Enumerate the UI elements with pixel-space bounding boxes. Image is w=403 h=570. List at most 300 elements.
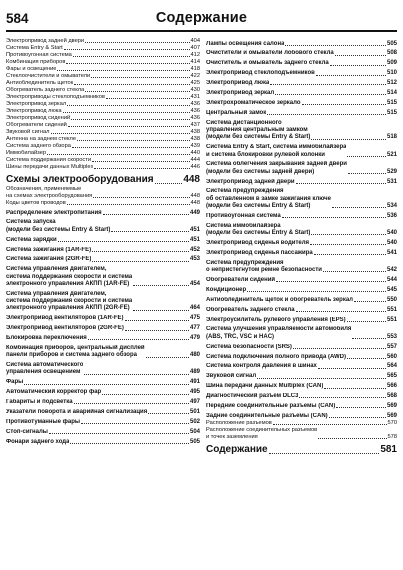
toc-entry-title <box>6 210 102 217</box>
toc-page-number: 545 <box>386 286 397 293</box>
toc-dot-leader <box>74 403 189 404</box>
toc-entry-title <box>6 237 57 244</box>
toc-entry-title-line: Фонари заднего хода <box>6 438 70 445</box>
toc-entry-title-line: Система улучшения управляемости автомобиля <box>206 326 352 333</box>
toc-entry-title <box>206 188 331 210</box>
toc-page-number: 512 <box>386 80 397 87</box>
toc-page-number: 439 <box>190 143 200 149</box>
toc-entry <box>206 70 397 77</box>
toc-entry <box>6 174 200 186</box>
toc-page-number: 436 <box>190 108 200 114</box>
toc-entry-title <box>206 297 353 304</box>
toc-entry-title-line: Электропривод сиденья пассажира <box>206 249 313 256</box>
toc-entry-title-line: Система поддержания скорости <box>6 157 92 163</box>
toc-entry <box>206 50 397 57</box>
toc-page-number: 505 <box>386 40 397 47</box>
toc-dot-leader <box>293 348 386 349</box>
toc-dot-leader <box>66 63 189 64</box>
toc-entry-title-line: Содержание <box>206 444 268 456</box>
toc-entry <box>6 335 200 342</box>
toc-dot-leader <box>84 374 189 375</box>
toc-entry-title-line: Центральный замок <box>206 109 267 116</box>
toc-entry-title-line: Электрохроматическое зеркало <box>206 99 301 106</box>
toc-entry <box>6 45 200 52</box>
toc-dot-leader <box>311 234 386 235</box>
toc-dot-leader <box>85 91 189 92</box>
toc-dot-leader <box>302 104 386 105</box>
toc-dot-leader <box>270 84 386 85</box>
toc-page-number: 509 <box>386 60 397 67</box>
toc-entry <box>206 317 397 324</box>
toc-entry-title-line: Схемы электрооборудования <box>6 174 154 185</box>
toc-entry <box>206 240 397 247</box>
toc-page-number: 502 <box>189 418 200 425</box>
toc-page-number: 412 <box>190 52 200 58</box>
toc-dot-leader <box>102 394 189 395</box>
toc-dot-leader <box>296 311 386 312</box>
toc-entry <box>6 439 200 446</box>
toc-entry-title <box>206 373 256 380</box>
toc-entry-title-line: Система зажигания (1AR-FE) <box>6 246 92 253</box>
toc-entry-title-line: Обогреватель заднего стекла <box>6 87 85 93</box>
toc-entry-title-line: Электропривод вентиляторов (2GR-FE) <box>6 325 124 332</box>
toc-entry-title-line: Автоматический корректор фар <box>6 389 102 396</box>
toc-dot-leader <box>275 94 386 95</box>
toc-dot-leader <box>347 156 386 157</box>
toc-dot-leader <box>257 378 386 379</box>
toc-entry <box>206 161 397 176</box>
toc-page-number: 578 <box>387 434 397 441</box>
toc-page-number: 475 <box>189 315 200 322</box>
toc-entry-title-line: система поддержания скорости и система <box>6 298 133 305</box>
toc-entry-title-line: и система блокировки рулевой колонки <box>206 151 325 158</box>
toc-entry-title <box>206 179 295 186</box>
toc-entry-title <box>6 45 63 52</box>
toc-entry-title-line: Система заднего обзора <box>6 143 71 149</box>
toc-entry-title <box>206 307 295 314</box>
toc-entry-title <box>206 144 346 159</box>
toc-entry-title-line: Очиститель и омыватель заднего стекла <box>206 60 329 67</box>
toc-entry-title-line: электронного управления АКПП (1AR-FE) <box>6 280 130 287</box>
toc-entry <box>6 129 200 136</box>
toc-entry-title <box>6 122 67 129</box>
toc-entry-title <box>206 60 329 67</box>
toc-page-number: 581 <box>380 444 397 456</box>
toc-dot-leader <box>68 126 190 127</box>
toc-entry-title-line: Обогреватель заднего стекла <box>206 306 295 313</box>
toc-entry-title-line: на схемах электрооборудования <box>6 193 93 199</box>
toc-entry-title-line: Электропривод стеклоподъемников <box>206 70 315 77</box>
toc-entry-title-line: Электропривод люка <box>6 108 62 114</box>
toc-entry-title-line: Антиоблединитель щеток <box>6 80 74 86</box>
toc-entry <box>206 250 397 257</box>
toc-entry <box>6 186 200 200</box>
toc-entry-title-line: (модели без системы задней двери) <box>206 168 315 175</box>
toc-dot-leader <box>332 207 386 208</box>
toc-entry-title-line: Система зарядки <box>6 236 57 243</box>
toc-dot-leader <box>323 271 386 272</box>
toc-entry-title <box>206 213 281 220</box>
toc-page-number: 436 <box>190 101 200 107</box>
toc-dot-leader <box>93 197 189 198</box>
toc-page-number: 551 <box>386 316 397 323</box>
toc-dot-leader <box>125 330 189 331</box>
toc-entry <box>206 60 397 67</box>
toc-entry-title-line: Электропривод задней двери <box>6 38 85 44</box>
toc-dot-leader <box>155 183 183 184</box>
toc-entry-title <box>206 80 269 87</box>
toc-entry-title-line: Электропривод сиденья водителя <box>206 240 310 247</box>
toc-entry-title-line: Электроусилитель рулевого управления (EPS) <box>206 316 346 323</box>
toc-entry-title-line: Электроприводы стеклоподъемников <box>6 94 105 100</box>
toc-entry-title-line: Указатели поворота и аварийная сигнализация <box>6 409 148 416</box>
toc-entry-title <box>206 317 346 324</box>
toc-dot-leader <box>282 217 386 218</box>
toc-entry <box>206 344 397 351</box>
toc-dot-leader <box>335 55 386 56</box>
toc-dot-leader <box>92 161 189 162</box>
toc-entry-title <box>6 439 69 446</box>
toc-entry-title-line: Обогреватели сидений <box>6 122 67 128</box>
toc-entry <box>6 389 200 396</box>
toc-entry-title <box>6 266 132 288</box>
toc-entry <box>206 354 397 361</box>
toc-entry-title <box>6 200 66 207</box>
toc-entry-title-line: (ABS, TRC, VSC и HAC) <box>206 333 275 340</box>
toc-entry-title <box>6 143 71 150</box>
toc-dot-leader <box>329 417 386 418</box>
toc-dot-leader <box>299 397 386 398</box>
toc-entry-title-line: о непристегнутом ремне безопасности <box>206 267 322 274</box>
toc-entry <box>6 345 200 360</box>
toc-entry <box>206 326 397 341</box>
toc-entry-title <box>206 50 334 57</box>
toc-entry <box>206 383 397 390</box>
toc-entry <box>206 393 397 400</box>
toc-page-number: 515 <box>386 109 397 116</box>
toc-entry-title <box>206 383 323 390</box>
toc-dot-leader <box>247 291 386 292</box>
toc-page-number: 565 <box>386 373 397 380</box>
toc-page-number: 564 <box>386 363 397 370</box>
toc-entry <box>6 291 200 313</box>
toc-entry-title <box>206 70 315 77</box>
toc-dot-leader <box>70 443 189 444</box>
toc-page-number: 508 <box>386 50 397 57</box>
toc-entry-title <box>206 100 301 107</box>
toc-entry <box>6 325 200 332</box>
toc-entry-title <box>6 164 93 171</box>
toc-entry-title-line: Система предупреждения <box>206 188 284 195</box>
toc-entry <box>206 213 397 220</box>
toc-entry <box>206 444 397 456</box>
toc-entry-title <box>6 219 110 234</box>
toc-entry-title <box>6 94 105 101</box>
toc-dot-leader <box>81 423 189 424</box>
toc-entry <box>206 179 397 186</box>
toc-entry-title <box>6 136 76 143</box>
toc-page-number: 540 <box>386 240 397 247</box>
toc-entry <box>6 80 200 87</box>
toc-entry-title-line: Противотуманные фары <box>6 418 81 425</box>
toc-entry-title <box>6 379 23 386</box>
toc-entry <box>206 420 397 427</box>
toc-entry <box>6 157 200 164</box>
toc-entry <box>206 307 397 314</box>
toc-dot-leader <box>106 98 190 99</box>
toc-entry-title <box>6 101 66 108</box>
toc-dot-leader <box>94 168 189 169</box>
toc-dot-leader <box>347 358 386 359</box>
toc-entry-title-line: (модели без системы Entry & Start) <box>206 203 311 210</box>
toc-entry-title-line: (модели без системы Entry & Start) <box>6 226 111 233</box>
toc-dot-leader <box>352 338 386 339</box>
toc-dot-leader <box>67 204 190 205</box>
toc-page-number: 452 <box>189 246 200 253</box>
toc-entry-title-line: Расположение соединительных разъемов <box>206 427 318 434</box>
toc-entry-title-line: Диагностический разъем DLC3 <box>206 393 299 400</box>
toc-entry-title <box>6 389 101 396</box>
toc-left-column <box>6 38 200 446</box>
toc-entry-title <box>6 186 92 200</box>
toc-entry-title-line: Обозначения, применяемые <box>6 186 82 192</box>
toc-page-number: 440 <box>190 150 200 156</box>
toc-page-number: 568 <box>386 393 397 400</box>
toc-dot-leader <box>58 241 189 242</box>
toc-entry <box>6 362 200 377</box>
toc-entry <box>206 80 397 87</box>
toc-page-number: 437 <box>190 122 200 128</box>
toc-dot-leader <box>316 75 386 76</box>
toc-entry-title <box>6 174 154 186</box>
toc-entry-title-line: Антенна на заднем стекле <box>6 136 77 142</box>
toc-entry-title-line: Фары <box>6 379 24 386</box>
toc-entry-title-line: Обогреватели сидений <box>206 277 276 283</box>
toc-page-number: 448 <box>190 193 200 199</box>
toc-page-number: 542 <box>386 267 397 274</box>
toc-entry-title-line: Система безопасности (SRS) <box>206 343 292 350</box>
toc-entry <box>6 38 200 45</box>
toc-entry-title-line: панели приборов и система заднего обзора <box>6 352 137 359</box>
toc-page-number: 480 <box>189 352 200 359</box>
toc-dot-leader <box>51 133 190 134</box>
toc-entry-title <box>206 90 274 97</box>
toc-entry-title-line: Система Entry & Start <box>6 45 63 51</box>
toc-page-number: 454 <box>189 280 200 287</box>
toc-entry-title <box>206 277 275 284</box>
toc-entry-title <box>6 52 72 59</box>
toc-entry-title <box>206 110 266 117</box>
toc-page-number: 534 <box>386 203 397 210</box>
toc-entry-title-line: Кондиционер <box>206 286 247 293</box>
toc-entry <box>206 287 397 294</box>
toc-dot-leader <box>336 407 386 408</box>
toc-entry-title-line: Электропривод зеркал <box>6 101 67 107</box>
toc-entry <box>206 120 397 142</box>
toc-dot-leader <box>125 320 189 321</box>
toc-entry <box>6 52 200 59</box>
toc-dot-leader <box>273 424 387 425</box>
toc-entry-title <box>206 326 351 341</box>
toc-entry-title <box>206 120 310 142</box>
toc-entry-title <box>206 161 347 176</box>
toc-entry-title <box>6 115 70 122</box>
toc-entry <box>6 122 200 129</box>
toc-dot-leader <box>348 173 386 174</box>
toc-entry <box>6 115 200 122</box>
toc-page-number: 448 <box>190 200 200 206</box>
toc-entry-title-line: (модели без системы Entry & Start) <box>206 230 311 237</box>
toc-page-number: 497 <box>189 399 200 406</box>
toc-page-number: 479 <box>189 335 200 342</box>
toc-entry-title-line: Система запуска <box>6 219 56 226</box>
toc-entry-title <box>206 354 346 361</box>
toc-dot-leader <box>148 413 189 414</box>
toc-entry <box>6 87 200 94</box>
toc-page-number: 422 <box>190 73 200 79</box>
toc-dot-leader <box>324 388 386 389</box>
toc-entry-title <box>6 59 65 66</box>
toc-entry-title <box>6 80 73 87</box>
toc-entry-title <box>6 429 48 436</box>
toc-dot-leader <box>63 112 190 113</box>
toc-dot-leader <box>285 45 386 46</box>
toc-entry-title-line: (модели без системы Entry & Start) <box>206 134 311 141</box>
toc-dot-leader <box>92 251 189 252</box>
toc-entry <box>206 223 397 238</box>
toc-entry-title-line: Система управления двигателем, <box>6 290 107 297</box>
toc-page-number: 541 <box>386 249 397 256</box>
toc-entry-title-line: Противоугонная система <box>6 52 72 58</box>
toc-entry-title <box>6 247 91 254</box>
toc-page-number: 569 <box>386 402 397 409</box>
toc-entry-title-line: Фары и освещение <box>6 66 57 72</box>
toc-entry-title-line: Лампы освещения салона <box>206 40 285 47</box>
toc-entry <box>206 277 397 284</box>
toc-entry-title-line: об оставленном в замке зажигания ключе <box>206 195 331 202</box>
toc-page-number: 451 <box>189 226 200 233</box>
toc-page-number: 446 <box>190 164 200 170</box>
toc-entry <box>6 101 200 108</box>
toc-entry-title-line: Система подключения полного привода (AWD) <box>206 353 346 360</box>
toc-entry <box>206 110 397 117</box>
toc-entry-title-line: Система предупреждения <box>206 259 284 266</box>
page-title: Содержание <box>155 10 248 26</box>
page-number: 584 <box>6 11 29 26</box>
toc-dot-leader <box>57 70 189 71</box>
toc-dot-leader <box>310 244 386 245</box>
toc-entry <box>6 379 200 386</box>
toc-entry-title-line: Система управления двигателем, <box>6 266 107 273</box>
toc-entry-title-line: Комбинация приборов, центральный дисплей <box>6 344 145 351</box>
toc-entry <box>6 429 200 436</box>
toc-page-number: 491 <box>189 379 200 386</box>
toc-page-number: 540 <box>386 230 397 237</box>
toc-entry <box>6 164 200 171</box>
toc-entry-title-line: Антиоблединитель щеток и обогреватель зеркал <box>206 296 353 303</box>
toc-page-number: 449 <box>189 209 200 216</box>
toc-page-number: 514 <box>386 90 397 97</box>
toc-entry-title <box>6 399 73 406</box>
toc-entry-title-line: Система зажигания (2GR-FE) <box>6 256 92 263</box>
toc-entry-title-line: Стоп-сигналы <box>6 428 48 435</box>
toc-entry <box>206 90 397 97</box>
toc-dot-leader <box>88 339 189 340</box>
toc-page-number: 444 <box>190 157 200 163</box>
toc-page-number: 407 <box>190 45 200 51</box>
toc-entry-title <box>6 362 83 377</box>
toc-page-number: 569 <box>386 412 397 419</box>
toc-page-number: 489 <box>189 369 200 376</box>
toc-dot-leader <box>133 285 189 286</box>
toc-page-number: 448 <box>183 174 200 185</box>
toc-dot-leader <box>72 147 190 148</box>
toc-entry-title-line: Электропривод задней двери <box>206 178 295 185</box>
toc-entry-title-line: управления освещением <box>6 369 81 376</box>
toc-entry-title <box>6 150 46 157</box>
toc-dot-leader <box>71 119 189 120</box>
toc-entry <box>206 413 397 420</box>
toc-page-number: 431 <box>190 94 200 100</box>
toc-dot-leader <box>347 321 386 322</box>
toc-entry-title-line: Звуковой сигнал <box>206 373 257 380</box>
toc-dot-leader <box>49 433 189 434</box>
toc-entry <box>6 94 200 101</box>
toc-entry-title <box>206 250 313 257</box>
toc-entry <box>206 363 397 370</box>
toc-page-number: 553 <box>386 333 397 340</box>
toc-entry-title-line: Система автоматического <box>6 362 84 369</box>
toc-entry <box>206 188 397 210</box>
toc-page-number: 425 <box>190 80 200 86</box>
toc-page-number: 505 <box>189 438 200 445</box>
toc-page-number: 510 <box>386 70 397 77</box>
toc-entry-title-line: электронного управления АКПП (2GR-FE) <box>6 305 130 312</box>
toc-dot-leader <box>74 84 189 85</box>
toc-entry <box>6 247 200 254</box>
toc-page-number: 495 <box>189 389 200 396</box>
toc-right-column <box>206 38 397 456</box>
toc-page-number: 464 <box>189 305 200 312</box>
toc-entry-title-line: и точек заземления <box>206 434 258 441</box>
toc-entry <box>6 66 200 73</box>
toc-entry-title-line: система поддержания скорости и система <box>6 273 133 280</box>
toc-entry <box>206 260 397 275</box>
toc-entry-title <box>206 344 292 351</box>
toc-entry-title-line: Шины передачи данных Multiplex <box>6 164 94 170</box>
toc-entry-title <box>6 335 87 342</box>
toc-page-number: 518 <box>386 134 397 141</box>
toc-dot-leader <box>103 214 189 215</box>
toc-entry-title <box>206 420 272 427</box>
toc-page-number: 418 <box>190 66 200 72</box>
toc-entry-title <box>206 41 284 48</box>
toc-entry <box>6 73 200 80</box>
toc-entry-title-line: Электропривод люка <box>206 80 270 87</box>
toc-entry-title-line: Электропривод сидений <box>6 115 71 121</box>
toc-dot-leader <box>85 42 189 43</box>
toc-entry-title <box>6 291 132 313</box>
toc-page-number: 557 <box>386 343 397 350</box>
toc-page-number: 436 <box>190 115 200 121</box>
toc-dot-leader <box>267 114 386 115</box>
toc-entry-title-line: Система облегчения закрывания задней двери <box>206 161 347 168</box>
toc-entry-title <box>6 315 124 322</box>
toc-entry <box>6 256 200 263</box>
toc-entry-title-line: управления центральным замком <box>206 127 308 134</box>
toc-dot-leader <box>311 139 386 140</box>
toc-entry <box>6 266 200 288</box>
